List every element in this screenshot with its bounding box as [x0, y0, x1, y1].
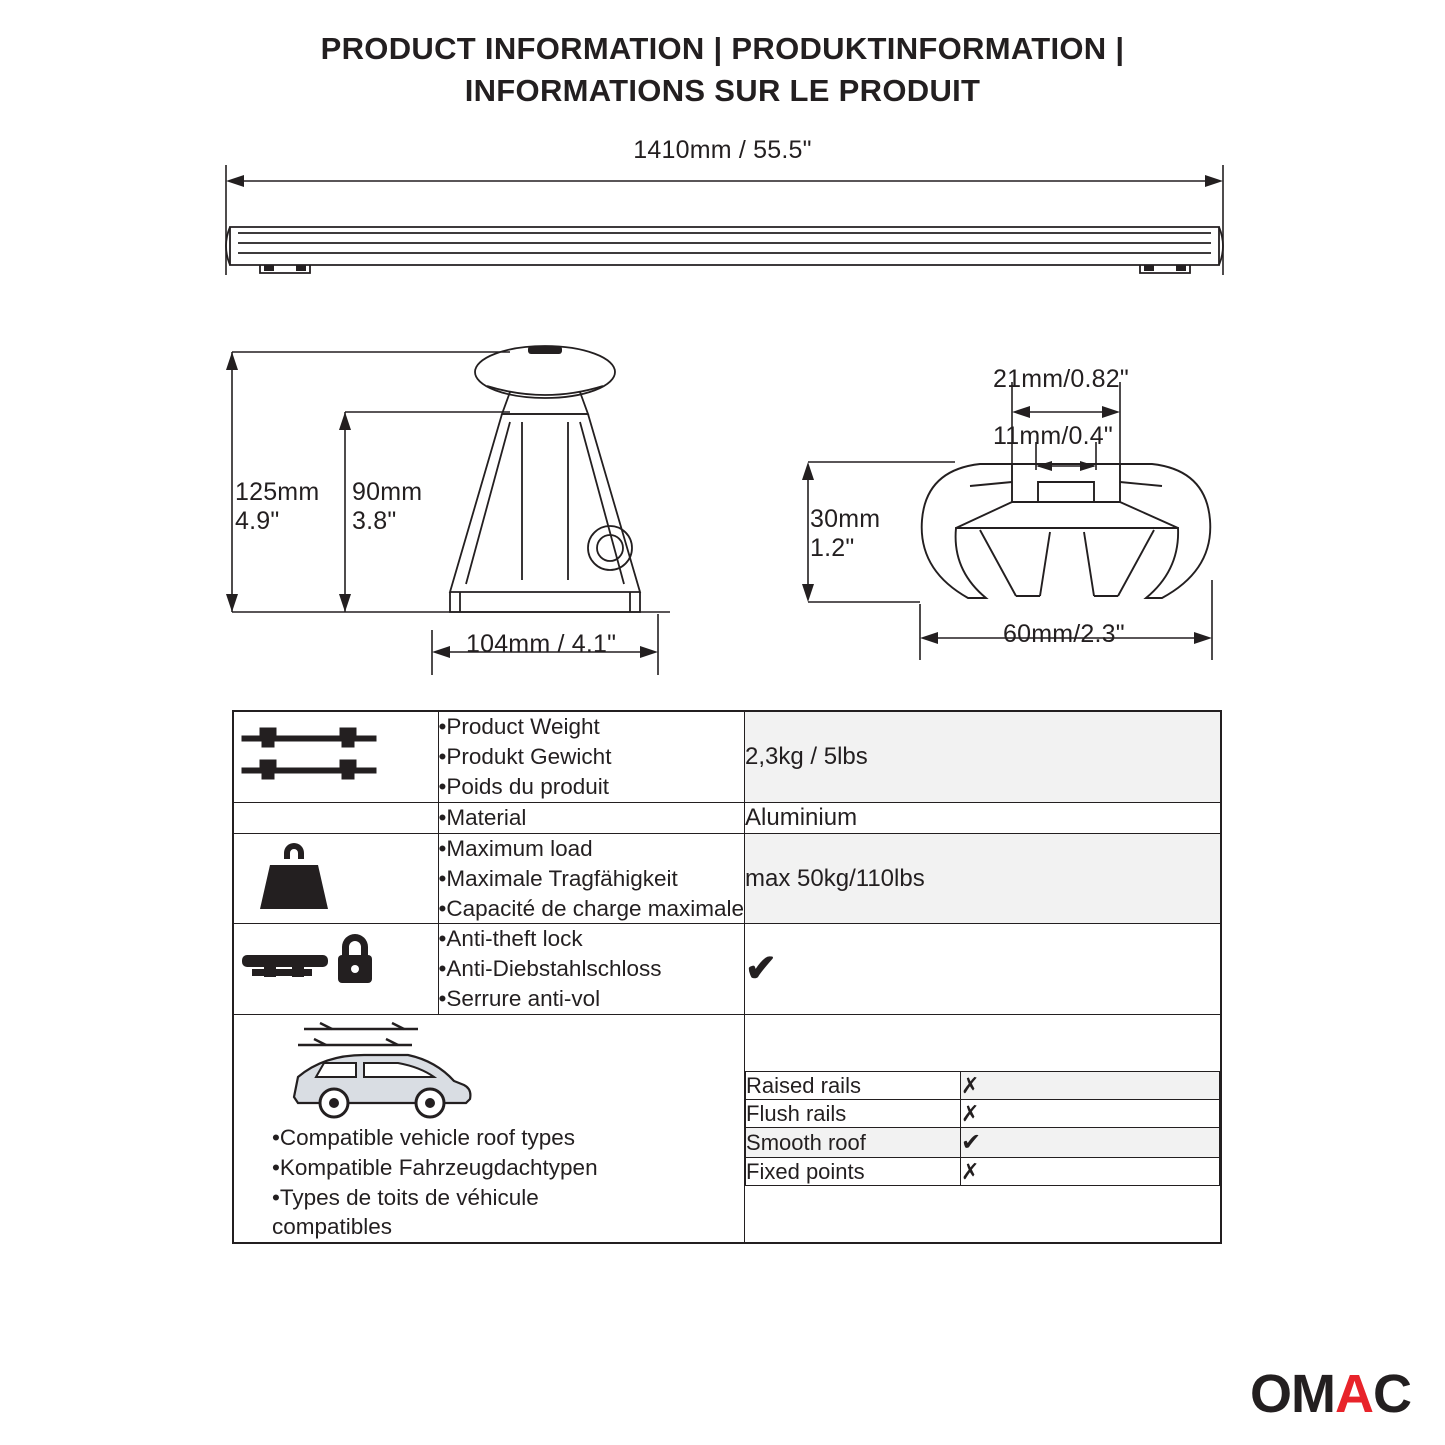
- roof-label-line: •Types de toits de véhicule: [272, 1184, 539, 1210]
- row-label-line: •Poids du produit: [438, 773, 609, 799]
- roof-type-row: [746, 1158, 1220, 1186]
- foot-height-inner-label: 90mm 3.8": [352, 478, 423, 535]
- lock-value-cell: [745, 924, 1221, 1015]
- logo-letter-a: A: [1335, 1364, 1373, 1424]
- roof-type-mark: [961, 1128, 1220, 1158]
- row-label-line: •Anti-theft lock: [438, 926, 583, 952]
- roof-type-row: [746, 1100, 1220, 1128]
- row-label-line: •Serrure anti-vol: [438, 986, 601, 1012]
- material-label-cell: [438, 802, 745, 833]
- row-label-line: •Produkt Gewicht: [438, 743, 612, 769]
- page-title: [0, 28, 1445, 112]
- roof-types-label-cell: [233, 1015, 745, 1243]
- weight-value-cell: [745, 711, 1221, 802]
- car-with-rack-icon: [268, 1015, 488, 1123]
- weight-icon-cell: [233, 833, 438, 924]
- roof-type-row: [746, 1072, 1220, 1100]
- row-label-line: •Capacité de charge maximale: [438, 895, 745, 921]
- table-row: [233, 711, 1221, 802]
- row-label-line: •Maximale Tragfähigkeit: [438, 865, 678, 891]
- row-label-line: •Anti-Diebstahlschloss: [438, 956, 662, 982]
- table-row: [233, 802, 1221, 833]
- specification-table: [232, 710, 1222, 1244]
- roof-type-name: Raised rails: [746, 1072, 961, 1100]
- logo-letter-o: O: [1250, 1364, 1292, 1424]
- row-label-line: •Material: [438, 804, 527, 830]
- bar-length-label: 1410mm / 55.5": [633, 136, 812, 164]
- crossbar-top-view-diagram: [220, 165, 1250, 325]
- lock-checkmark: ✔: [745, 948, 777, 991]
- page-title-line2: INFORMATIONS SUR LE PRODUIT: [464, 72, 981, 108]
- roof-type-name: Flush rails: [746, 1100, 961, 1128]
- roof-type-mark-glyph: ✗: [961, 1073, 980, 1099]
- roof-type-name: Smooth roof: [746, 1128, 961, 1158]
- table-row: [233, 1015, 1221, 1243]
- omac-logo: [1250, 1364, 1411, 1424]
- roof-type-mark-glyph: ✗: [961, 1159, 980, 1185]
- row-label-line: •Maximum load: [438, 835, 593, 861]
- roof-type-mark: [961, 1072, 1220, 1100]
- foot-width-label: 104mm / 4.1": [466, 630, 617, 658]
- roof-type-name: Fixed points: [746, 1158, 961, 1186]
- roof-types-subtable: [745, 1071, 1220, 1186]
- logo-letter-c: C: [1373, 1364, 1411, 1424]
- maxload-label-cell: [438, 833, 745, 924]
- lock-label-cell: [438, 924, 745, 1015]
- roof-label-line: compatibles: [272, 1214, 393, 1240]
- logo-letter-m: M: [1291, 1364, 1335, 1424]
- roof-types-value-cell: [745, 1015, 1221, 1243]
- roof-label-line: •Compatible vehicle roof types: [272, 1125, 576, 1151]
- foot-height-outer-label: 125mm 4.9": [235, 478, 320, 535]
- material-value: Aluminium: [745, 803, 858, 831]
- crossbars-icon: [234, 720, 384, 794]
- weight-label-cell: [438, 711, 745, 802]
- table-row: [233, 924, 1221, 1015]
- page-title-line1: PRODUCT INFORMATION | PRODUKTINFORMATION |: [320, 31, 1125, 66]
- roof-label-line: •Kompatible Fahrzeugdachtypen: [272, 1154, 598, 1180]
- weight-value: 2,3kg / 5lbs: [745, 742, 868, 770]
- roof-type-mark-glyph: ✔: [961, 1129, 982, 1157]
- bar-cross-section-diagram: [780, 370, 1250, 700]
- profile-height-label: 30mm 1.2": [810, 505, 881, 562]
- table-row: [233, 833, 1221, 924]
- row-label-line: •Product Weight: [438, 714, 600, 739]
- profile-width-label: 60mm/2.3": [1003, 620, 1125, 648]
- maxload-value: max 50kg/110lbs: [745, 864, 925, 892]
- roof-type-mark-glyph: ✗: [961, 1101, 980, 1127]
- lock-icon-cell: [233, 924, 438, 1015]
- crossbars-icon-cell: [233, 711, 438, 802]
- roof-type-mark: [961, 1158, 1220, 1186]
- weight-icon: [234, 839, 354, 919]
- maxload-value-cell: [745, 833, 1221, 924]
- foot-front-view-diagram: [210, 330, 680, 690]
- material-value-cell: [745, 802, 1221, 833]
- lock-icon: [234, 933, 384, 1005]
- roof-type-mark: [961, 1100, 1220, 1128]
- material-icon-cell: [233, 802, 438, 833]
- profile-channel-inner-label: 11mm/0.4": [993, 422, 1113, 450]
- profile-channel-outer-label: 21mm/0.82": [993, 365, 1129, 393]
- roof-type-row: [746, 1128, 1220, 1158]
